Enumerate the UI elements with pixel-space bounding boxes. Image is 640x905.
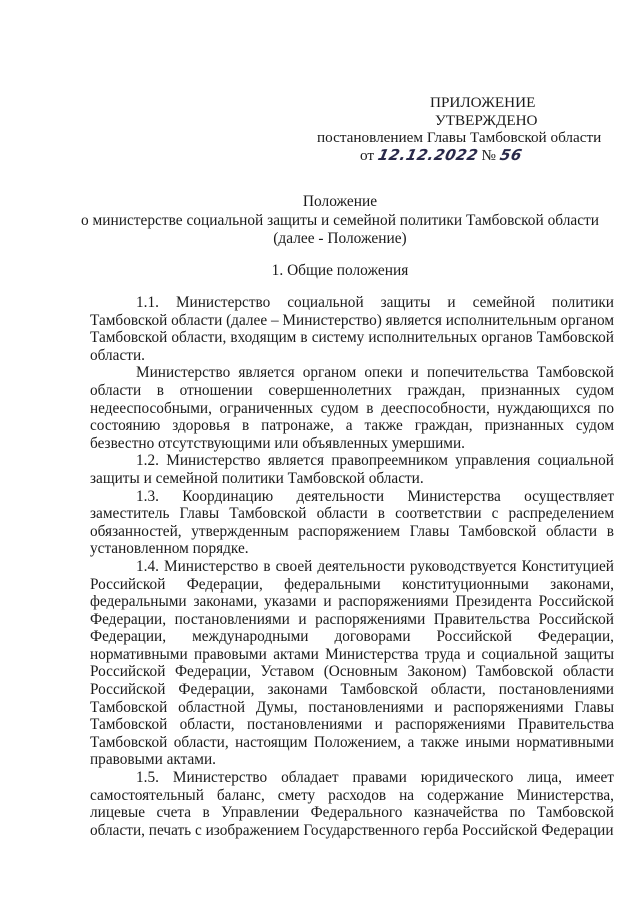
paragraph-1-1: 1.1. Министерство социальной защиты и семейной политики Тамбовской области (далее – Министерство) является исполнительным органом Тамбовской области, входящим в систему исполнительных органов Тамбовской области. (90, 294, 614, 364)
number-sign: № (481, 146, 497, 164)
appendix-label: ПРИЛОЖЕНИЕ (430, 94, 536, 111)
title-line-2: о министерстве социальной защиты и семейной политики Тамбовской области (80, 211, 600, 229)
paragraph-1-4: 1.4. Министерство в своей деятельности руководствуется Конституцией Российской Федерации, федеральными конституционными законами, федеральными законами, указами и распоряжениями Президента Российской Федерации, постановлениями и распоряжениями Правительства Российской Федерации, международными договорами Российской Федерации, нормативными правовыми актами Министерства труда и социальной защиты Российской Федерации, Уставом (Основным Законом) Тамбовской области Российской Федерации, законами Тамбовской области, постановлениями Тамбовской областной Думы, постановлениями и распоряжениями Главы Тамбовской области, постановлениями и распоряжениями Правительства Тамбовской области, настоящим Положением, а также иными нормативными правовыми актами. (90, 557, 614, 769)
approved-label: УТВЕРЖДЕНО (435, 111, 538, 129)
decree-date-line (300, 147, 590, 165)
handwritten-date: 12.12.2022 (376, 145, 480, 164)
decree-reference: постановлением Главы Тамбовской области (317, 129, 602, 147)
title-line-3: (далее - Положение) (273, 230, 407, 248)
section-heading: 1. Общие положения (271, 262, 409, 279)
document-title (80, 193, 600, 249)
paragraph-1-2: 1.2. Министерство является правопреемником управления социальной защиты и семейной политики Тамбовской области. (90, 452, 614, 487)
paragraph-1-5: 1.5. Министерство обладает правами юридического лица, имеет самостоятельный баланс, смету расходов на содержание Министерства, лицевые счета в Управлении Федерального казначейства по Тамбовской области, печать с изображением Государственного герба Российской Федерации (90, 769, 614, 839)
title-line-1: Положение (302, 193, 378, 210)
date-prefix: от (360, 146, 375, 164)
document-body (90, 294, 614, 839)
paragraph-1-3: 1.3. Координацию деятельности Министерства осуществляет заместитель Главы Тамбовской области в соответствии с распределением обязанностей, утвержденным распоряжением Главы Тамбовской области в установленном порядке. (90, 487, 614, 558)
handwritten-number: 56 (498, 145, 524, 164)
approval-stamp-block (300, 94, 602, 164)
paragraph-guardianship: Министерство является органом опеки и попечительства Тамбовской области в отношении совершеннолетних граждан, признанных судом недееспособными, ограниченных судом в дееспособности, нуждающихся по состоянию здоровья в патронаже, а также граждан, признанных судом безвестно отсутствующими или объявленных умершими. (90, 364, 614, 452)
